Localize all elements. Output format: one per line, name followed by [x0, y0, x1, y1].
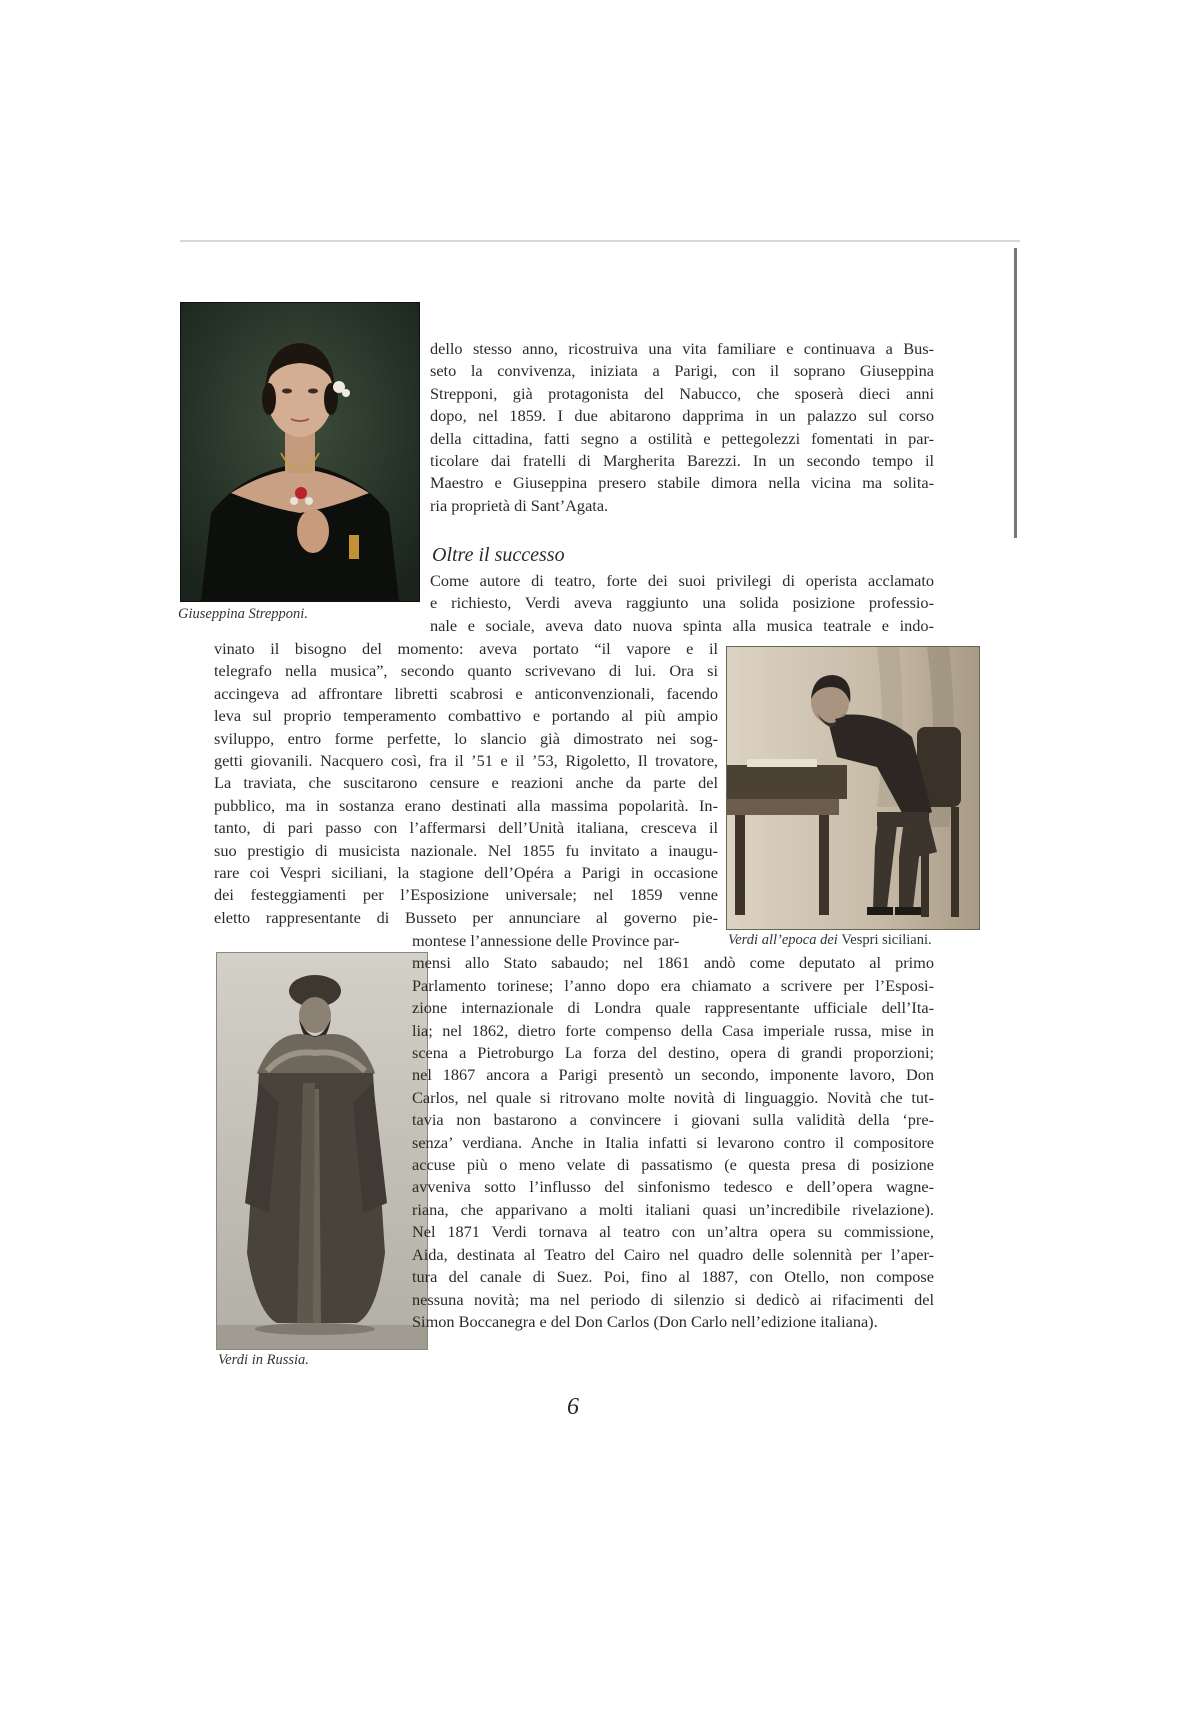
text-line: dei festeggiamenti per l’Esposizione universale; nel 1859 venne: [214, 885, 718, 905]
caption-vespri-prefix: Verdi all’epoca dei: [728, 932, 838, 948]
text-line: senza’ verdiana. Anche in Italia infatti si levarono contro il compositore: [412, 1132, 934, 1152]
text-line: accuse più o meno velate di passatismo (e questa presa di posizione: [412, 1155, 934, 1175]
strepponi-portrait: [180, 302, 420, 602]
text-line: e richiesto, Verdi aveva raggiunto una solida posizione professio-: [430, 593, 934, 613]
text-line: eletto rappresentante di Busseto per annunciare al governo pie-: [214, 907, 718, 927]
text-line: leva sul proprio temperamento combattivo e portando al più ampio: [214, 706, 718, 726]
page-edge-right: [1014, 248, 1017, 538]
text-line: tavia non bastarono a convincere i giovani sulla validità della ‘pre-: [412, 1110, 934, 1130]
caption-russia: Verdi in Russia.: [218, 1352, 309, 1368]
text-line: nale e sociale, aveva dato nuova spinta alla musica teatrale e indo-: [430, 615, 934, 635]
text-line: Parlamento torinese; l’anno dopo era chiamato a scrivere per l’Esposi-: [412, 975, 934, 995]
text-line: Carlos, nel quale si ritrovano molte novità di linguaggio. Novità che tut-: [412, 1087, 934, 1107]
text-line: suo prestigio di musicista nazionale. Nel 1855 fu invitato a inaugu-: [214, 840, 718, 860]
verdi-fur-coat-image: [217, 953, 427, 1349]
section-title: Oltre il successo: [432, 544, 565, 566]
verdi-russia-photo: [216, 952, 428, 1350]
text-line: mensi allo Stato sabaudo; nel 1861 andò come deputato al primo: [412, 953, 934, 973]
text-line: rare coi Vespri siciliani, la stagione dell’Opéra a Parigi in occasione: [214, 863, 718, 883]
verdi-seated-image: [727, 647, 979, 929]
paragraph-2-top: [430, 570, 934, 637]
paragraph-2-middle: [214, 638, 718, 929]
text-line: ticolare dai fratelli di Margherita Barezzi. In un secondo tempo il: [430, 451, 934, 471]
text-line: Nel 1871 Verdi tornava al teatro con un’altra opera su commissione,: [412, 1222, 934, 1242]
page-number: 6: [567, 1394, 579, 1420]
text-line: telegrafo nella musica”, secondo quanto scrivevano di lui. Ora si: [214, 661, 718, 681]
text-line: Strepponi, già protagonista del Nabucco, che sposerà dieci anni: [430, 383, 934, 403]
text-line: zione internazionale di Londra quale rappresentante ufficiale dell’Ita-: [412, 998, 934, 1018]
text-line: lia; nel 1862, dietro forte compenso della Casa imperiale russa, mise in: [412, 1020, 934, 1040]
text-line: riana, che apparivano a molti italiani quasi un’incredibile rivelazione).: [412, 1199, 934, 1219]
text-line: Simon Boccanegra e del Don Carlos (Don Carlo nell’edizione italiana).: [412, 1311, 878, 1331]
text-line: nessuna novità; ma nel periodo di silenzio si dedicò ai rifacimenti del: [412, 1289, 934, 1309]
text-line: ria proprietà di Sant’Agata.: [430, 495, 609, 515]
text-line: tura del canale di Suez. Poi, fino al 1887, con Otello, non compose: [412, 1267, 934, 1287]
page-edge: [180, 240, 1020, 242]
caption-strepponi: Giuseppina Strepponi.: [178, 606, 308, 622]
text-line: dello stesso anno, ricostruiva una vita familiare e continuava a Bus-: [430, 339, 934, 358]
text-line: accingeva ad affrontare libretti scabrosi e anticonvenzionali, facendo: [214, 683, 718, 703]
portrait-painting: [181, 303, 419, 601]
text-line: dopo, nel 1859. I due abitarono dapprima in un palazzo sul corso: [430, 406, 934, 426]
text-line: montese l’annessione delle Province par-: [412, 931, 680, 950]
text-line: nel 1867 ancora a Parigi presentò un secondo, imponente lavoro, Don: [412, 1065, 934, 1085]
text-line: avveniva sotto l’influsso del sinfonismo tedesco e dell’opera wagne-: [412, 1177, 934, 1197]
text-line: scena a Pietroburgo La forza del destino, opera di grandi proporzioni;: [412, 1043, 934, 1063]
text-line: La traviata, che suscitarono censure e reazioni anche da parte del: [214, 773, 718, 793]
text-line: vinato il bisogno del momento: aveva portato “il vapore e il: [214, 639, 718, 658]
text-line: seto la convivenza, iniziata a Parigi, con il soprano Giuseppina: [430, 361, 934, 381]
text-line: della cittadina, fatti segno a ostilità e pettegolezzi fomentati in par-: [430, 428, 934, 448]
text-line: Maestro e Giuseppina presero stabile dimora nella vicina ma solita-: [430, 473, 934, 493]
paragraph-1: [430, 338, 934, 517]
text-line: sviluppo, entro forme perfette, lo slancio già dimostrato nei sog-: [214, 728, 718, 748]
text-line: tanto, di pari passo con l’affermarsi dell’Unità italiana, cresceva il: [214, 818, 718, 838]
text-line: getti giovanili. Nacquero così, fra il ’51 e il ’53, Rigoletto, Il trovatore,: [214, 751, 718, 771]
verdi-vespri-photo: [726, 646, 980, 930]
text-line: Come autore di teatro, forte dei suoi privilegi di operista acclamato: [430, 571, 934, 590]
text-line: pubblico, ma in sostanza erano destinati alla massima popolarità. In-: [214, 795, 718, 815]
text-line: Aida, destinata al Teatro del Cairo nel quadro delle solennità per l’aper-: [412, 1244, 934, 1264]
paragraph-2-bottom: [412, 930, 934, 1333]
caption-vespri-title: Vespri siciliani.: [841, 932, 932, 948]
